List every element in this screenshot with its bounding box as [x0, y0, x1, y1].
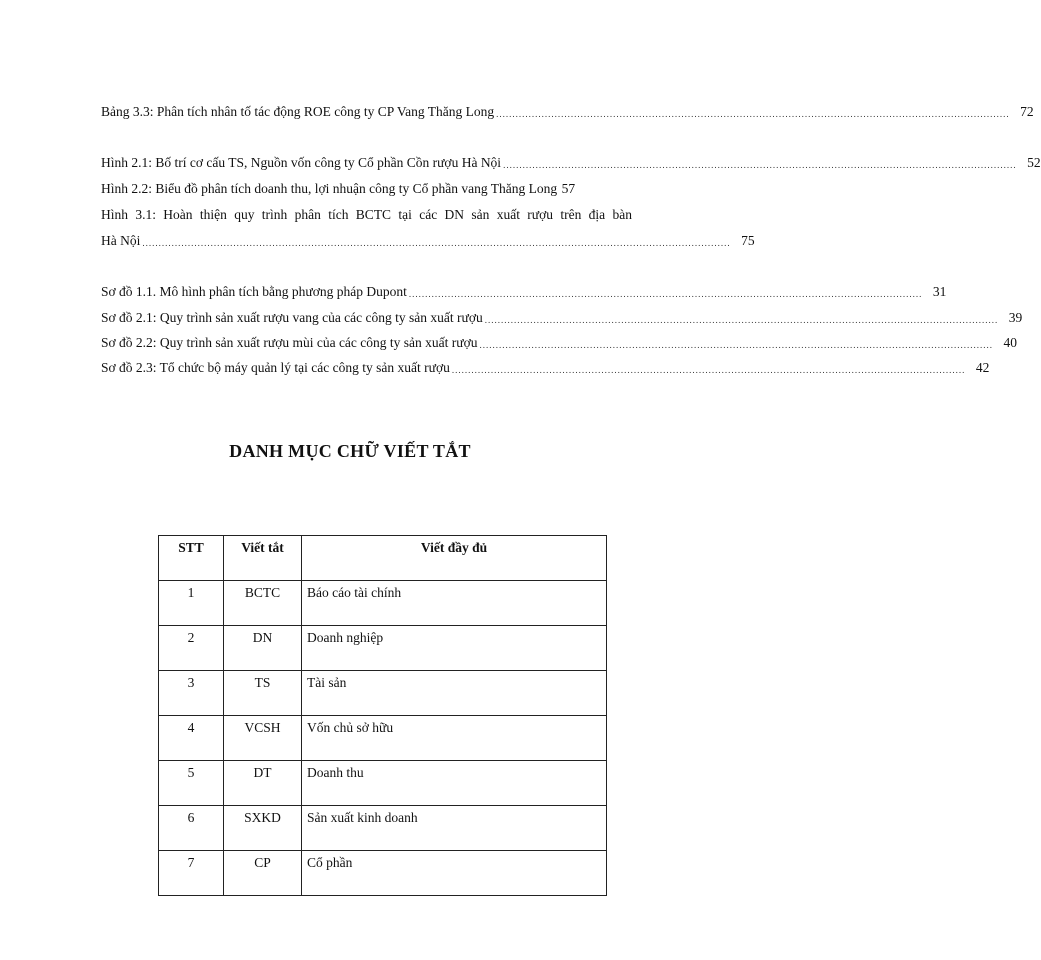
dot-leader: ..............................................................................................................................................................: [503, 160, 1017, 170]
toc-entry-page: 40: [1003, 335, 1017, 350]
abbreviation-cell: SXKD: [224, 806, 302, 851]
full-form-cell: Tài sản: [302, 671, 607, 716]
toc-entry-diagram-2-2[interactable]: [101, 333, 1017, 351]
full-form-cell: Báo cáo tài chính: [302, 581, 607, 626]
toc-entry-figure-2-1[interactable]: [101, 153, 1041, 171]
table-header-row: [159, 536, 607, 581]
table-row: [159, 806, 607, 851]
row-number: 2: [159, 626, 224, 671]
dot-leader: .....................................................................................................................................................................................: [142, 238, 731, 248]
toc-entry-page: 57: [561, 181, 576, 196]
row-number: 4: [159, 716, 224, 761]
row-number: 1: [159, 581, 224, 626]
toc-entry-label: Sơ đồ 2.1: Quy trình sản xuất rượu vang của các công ty sản xuất rượu: [101, 310, 483, 325]
full-form-cell: Cổ phần: [302, 851, 607, 896]
toc-entry-label: Sơ đồ 1.1. Mô hình phân tích bằng phương pháp Dupont: [101, 284, 407, 299]
full-form-cell: Sản xuất kinh doanh: [302, 806, 607, 851]
column-header-stt: STT: [159, 536, 224, 581]
toc-entry-label: Hình 2.2: Biểu đồ phân tích doanh thu, lợi nhuận công ty Cổ phần vang Thăng Long: [101, 181, 558, 196]
abbreviation-cell: TS: [224, 671, 302, 716]
toc-entry-label: Sơ đồ 2.3: Tổ chức bộ máy quản lý tại các công ty sản xuất rượu: [101, 360, 450, 375]
dot-leader: ..............................................................................................................................................................: [451, 365, 966, 375]
abbreviation-list-title: DANH MỤC CHỮ VIẾT TẮT: [229, 441, 471, 461]
table-row: [159, 761, 607, 806]
abbreviation-cell: DN: [224, 626, 302, 671]
abbreviation-cell: BCTC: [224, 581, 302, 626]
abbreviation-cell: CP: [224, 851, 302, 896]
full-form-cell: Doanh nghiệp: [302, 626, 607, 671]
table-row: [159, 626, 607, 671]
toc-entry-diagram-1-1[interactable]: [101, 282, 947, 300]
toc-entry-page: 39: [1008, 310, 1023, 325]
row-number: 5: [159, 761, 224, 806]
toc-entry-label: Hình 2.1: Bố trí cơ cấu TS, Nguồn vốn công ty Cổ phần Cồn rượu Hà Nội: [101, 155, 502, 170]
abbreviation-cell: VCSH: [224, 716, 302, 761]
table-row: [159, 716, 607, 761]
table-row: [159, 581, 607, 626]
abbreviation-cell: DT: [224, 761, 302, 806]
toc-entry-table-3-3[interactable]: [101, 102, 1034, 120]
full-form-cell: Doanh thu: [302, 761, 607, 806]
column-header-abbreviation: Viết tắt: [224, 536, 302, 581]
dot-leader: ..............................................................................................................................................................: [408, 289, 923, 299]
toc-entry-diagram-2-3[interactable]: [101, 358, 990, 376]
row-number: 7: [159, 851, 224, 896]
toc-entry-page: 52: [1027, 155, 1041, 170]
abbreviation-table: [158, 535, 607, 896]
row-number: 3: [159, 671, 224, 716]
toc-entry-label: Hình 3.1: Hoàn thiện quy trình phân tích BCTC tại các DN sản xuất rượu trên địa bàn: [101, 207, 632, 222]
toc-entry-page: 42: [975, 360, 990, 375]
toc-entry-label: Bảng 3.3: Phân tích nhân tố tác động ROE công ty CP Vang Thăng Long: [101, 104, 495, 119]
toc-entry-diagram-2-1[interactable]: [101, 308, 1023, 326]
toc-entry-figure-3-1-continued[interactable]: [101, 231, 755, 249]
dot-leader: ..............................................................................................................................................................: [479, 340, 993, 350]
toc-entry-figure-2-2[interactable]: [101, 179, 632, 197]
toc-entry-page: 31: [932, 284, 947, 299]
row-number: 6: [159, 806, 224, 851]
table-row: [159, 851, 607, 896]
toc-entry-page: 72: [1020, 104, 1034, 119]
toc-entry-figure-3-1[interactable]: [101, 205, 632, 223]
column-header-full-form: Viết đầy đủ: [302, 536, 607, 581]
toc-entry-label: Sơ đồ 2.2: Quy trình sản xuất rượu mùi của các công ty sản xuất rượu: [101, 335, 478, 350]
toc-entry-label: Hà Nội: [101, 233, 141, 248]
full-form-cell: Vốn chủ sở hữu: [302, 716, 607, 761]
table-row: [159, 671, 607, 716]
toc-entry-page: 75: [741, 233, 755, 248]
dot-leader: ..............................................................................................................................................................: [484, 315, 999, 325]
dot-leader: ..............................................................................................................................................................: [496, 109, 1010, 119]
